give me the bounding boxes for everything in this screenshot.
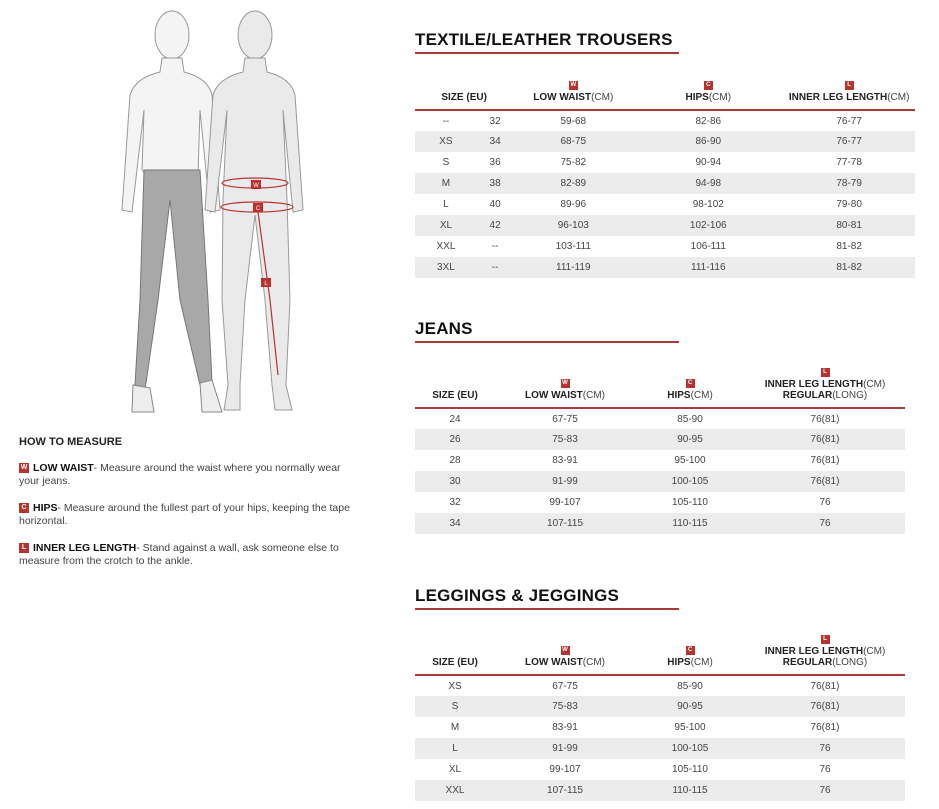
- table-cell: XL: [448, 764, 462, 775]
- hips-badge-icon: C: [19, 503, 29, 513]
- table-cell: 105-110: [672, 497, 708, 508]
- col-hips: C HIPS(CM): [667, 647, 713, 668]
- section-title: LEGGINGS & JEGGINGS: [415, 586, 679, 610]
- table-cell: 90-95: [677, 701, 703, 712]
- table-row: [415, 471, 905, 492]
- section-title: JEANS: [415, 319, 679, 343]
- table-row: [415, 131, 915, 152]
- table-row: [415, 717, 905, 738]
- table-cell: 94-98: [695, 178, 722, 189]
- table-row: [415, 215, 915, 236]
- table-cell: 91-99: [552, 743, 578, 754]
- table-cell: 100-105: [671, 476, 709, 487]
- l-icon: L: [845, 81, 854, 90]
- table-cell: 76(81): [810, 680, 840, 692]
- table-cell: S: [451, 701, 459, 712]
- w-icon: W: [562, 380, 568, 386]
- table-cell: 76(81): [810, 455, 840, 466]
- table-row: [415, 194, 915, 215]
- table-cell: 75-83: [552, 701, 578, 712]
- col-waist: W LOW WAIST(CM): [533, 82, 614, 103]
- table-cell: 102-106: [689, 220, 727, 231]
- jeans-table: [415, 363, 905, 534]
- table-cell: 67-75: [552, 413, 578, 425]
- col-leg: L INNER LEG LENGTH(CM) REGULAR(LONG): [764, 636, 886, 668]
- table-cell: 77-78: [836, 157, 862, 168]
- table-cell: 110-115: [672, 785, 708, 796]
- table-row: [415, 492, 905, 513]
- table-cell: 106-111: [690, 241, 726, 252]
- table-cell: 83-91: [552, 722, 578, 733]
- measure-item-waist: [19, 462, 359, 488]
- text: - Measure around the fullest part of your hips, keeping the tape horizontal.: [19, 502, 350, 527]
- table-cell: 40: [489, 199, 501, 210]
- table-cell: 96-103: [557, 220, 589, 231]
- table-cell: 90-94: [695, 157, 722, 168]
- table-cell: 76(81): [810, 413, 840, 425]
- col-size: SIZE (EU): [432, 390, 478, 401]
- table-cell: 98-102: [692, 199, 724, 210]
- table-cell: 75-83: [552, 434, 578, 445]
- table-cell: 107-115: [547, 785, 583, 796]
- how-to-measure: [19, 436, 359, 582]
- trousers-section: [415, 30, 915, 278]
- table-cell: 34: [489, 136, 501, 147]
- table-cell: 103-111: [555, 241, 591, 252]
- figure-badge-l: L: [264, 281, 268, 287]
- table-cell: 3XL: [437, 262, 455, 273]
- w-icon: W: [562, 647, 568, 653]
- figure-badge-c: C: [255, 206, 261, 212]
- table-row: [415, 738, 905, 759]
- col-size: SIZE (EU): [432, 657, 478, 668]
- figure-badge-w: W: [253, 183, 259, 189]
- table-cell: XL: [439, 220, 453, 231]
- table-cell: M: [450, 722, 460, 733]
- table-cell: 105-110: [672, 764, 708, 775]
- table-cell: 59-68: [560, 115, 587, 127]
- table-row: [415, 257, 915, 278]
- table-cell: 24: [449, 413, 461, 425]
- table-cell: 99-107: [549, 497, 581, 508]
- section-title: TEXTILE/LEATHER TROUSERS: [415, 30, 679, 54]
- table-cell: 36: [489, 157, 501, 168]
- w-icon: W: [570, 82, 577, 88]
- table-cell: 89-96: [560, 199, 587, 210]
- table-cell: 83-91: [552, 455, 578, 466]
- table-cell: 81-82: [836, 262, 862, 273]
- leggings-section: [415, 586, 905, 801]
- table-row: [415, 236, 915, 257]
- table-cell: XXL: [436, 241, 456, 252]
- measurement-figure-illustration: [100, 0, 360, 420]
- table-cell: 86-90: [695, 136, 722, 147]
- table-cell: L: [452, 743, 458, 754]
- table-cell: 76(81): [810, 701, 840, 712]
- table-cell: 78-79: [836, 178, 862, 189]
- table-cell: 76: [819, 497, 831, 508]
- c-icon: C: [686, 379, 695, 388]
- table-cell: 32: [489, 115, 501, 127]
- table-cell: 38: [489, 178, 501, 189]
- table-cell: 107-115: [547, 518, 583, 529]
- table-cell: 100-105: [671, 743, 709, 754]
- c-icon: C: [704, 81, 713, 90]
- jeans-section: [415, 319, 905, 534]
- table-cell: 95-100: [674, 722, 706, 733]
- table-cell: --: [491, 262, 499, 273]
- table-row: [415, 429, 905, 450]
- table-row: [415, 450, 905, 471]
- table-cell: 76-77: [836, 115, 862, 127]
- trousers-table: [415, 76, 915, 278]
- table-cell: --: [491, 241, 499, 252]
- col-hips: C HIPS(CM): [667, 380, 713, 401]
- table-cell: L: [443, 199, 449, 210]
- waist-badge-icon: W: [20, 464, 28, 472]
- leg-badge-icon: L: [19, 543, 29, 553]
- table-row: [415, 759, 905, 780]
- table-cell: 75-82: [560, 157, 587, 168]
- table-cell: 111-116: [691, 262, 726, 273]
- table-cell: 85-90: [677, 680, 703, 692]
- table-row: [415, 173, 915, 194]
- table-row: [415, 696, 905, 717]
- table-cell: 110-115: [672, 518, 708, 529]
- table-cell: 90-95: [677, 434, 703, 445]
- table-cell: 80-81: [836, 220, 862, 231]
- table-cell: 42: [489, 220, 501, 231]
- table-cell: 76-77: [836, 136, 862, 147]
- table-cell: 79-80: [836, 199, 862, 210]
- table-cell: 32: [449, 497, 461, 508]
- table-cell: 76: [819, 764, 831, 775]
- table-cell: 76: [819, 518, 831, 529]
- table-cell: 82-89: [560, 178, 587, 189]
- measure-item-leg: [19, 542, 359, 568]
- col-hips: C HIPS(CM): [685, 82, 732, 103]
- table-cell: 111-119: [556, 262, 591, 273]
- table-cell: 91-99: [552, 476, 578, 487]
- table-cell: 76: [819, 743, 831, 754]
- table-cell: --: [442, 115, 450, 127]
- table-cell: 85-90: [677, 413, 703, 425]
- measure-item-hips: [19, 502, 359, 528]
- table-cell: 26: [449, 434, 461, 445]
- table-cell: 68-75: [560, 136, 587, 147]
- l-icon: L: [821, 368, 830, 377]
- col-waist: W LOW WAIST(CM): [525, 380, 605, 401]
- table-cell: M: [441, 178, 451, 189]
- table-cell: XS: [448, 680, 462, 692]
- col-size: SIZE (EU): [441, 92, 487, 103]
- table-cell: 76(81): [810, 434, 840, 445]
- table-cell: 95-100: [674, 455, 706, 466]
- label: LOW WAIST: [33, 462, 94, 474]
- table-row: [415, 110, 915, 131]
- table-row: [415, 675, 905, 696]
- table-cell: 76: [819, 785, 831, 796]
- c-icon: C: [686, 646, 695, 655]
- table-row: [415, 513, 905, 534]
- table-cell: XS: [439, 136, 453, 147]
- table-cell: 30: [449, 476, 461, 487]
- table-cell: 67-75: [552, 680, 578, 692]
- table-cell: XXL: [445, 785, 465, 796]
- table-cell: 76(81): [810, 476, 840, 487]
- label: HIPS: [33, 502, 58, 514]
- table-cell: 82-86: [695, 115, 722, 127]
- col-waist: W LOW WAIST(CM): [525, 647, 605, 668]
- table-row: [415, 152, 915, 173]
- leggings-table: [415, 630, 905, 801]
- table-cell: 28: [449, 455, 461, 466]
- table-row: [415, 408, 905, 429]
- table-cell: 81-82: [836, 241, 862, 252]
- table-row: [415, 780, 905, 801]
- col-leg: L INNER LEG LENGTH(CM) REGULAR(LONG): [764, 369, 886, 401]
- text: - Measure around the waist where you normally wear your jeans.: [19, 462, 341, 487]
- table-cell: 34: [449, 518, 461, 529]
- text: - Stand against a wall, ask someone else to measure from the crotch to the ankle.: [19, 542, 339, 567]
- col-leg: L INNER LEG LENGTH(CM): [788, 82, 910, 103]
- table-cell: 76(81): [810, 722, 840, 733]
- table-cell: S: [442, 157, 450, 168]
- table-cell: 99-107: [549, 764, 581, 775]
- how-to-measure-title: HOW TO MEASURE: [19, 436, 123, 448]
- l-icon: L: [821, 635, 830, 644]
- label: INNER LEG LENGTH: [33, 542, 137, 554]
